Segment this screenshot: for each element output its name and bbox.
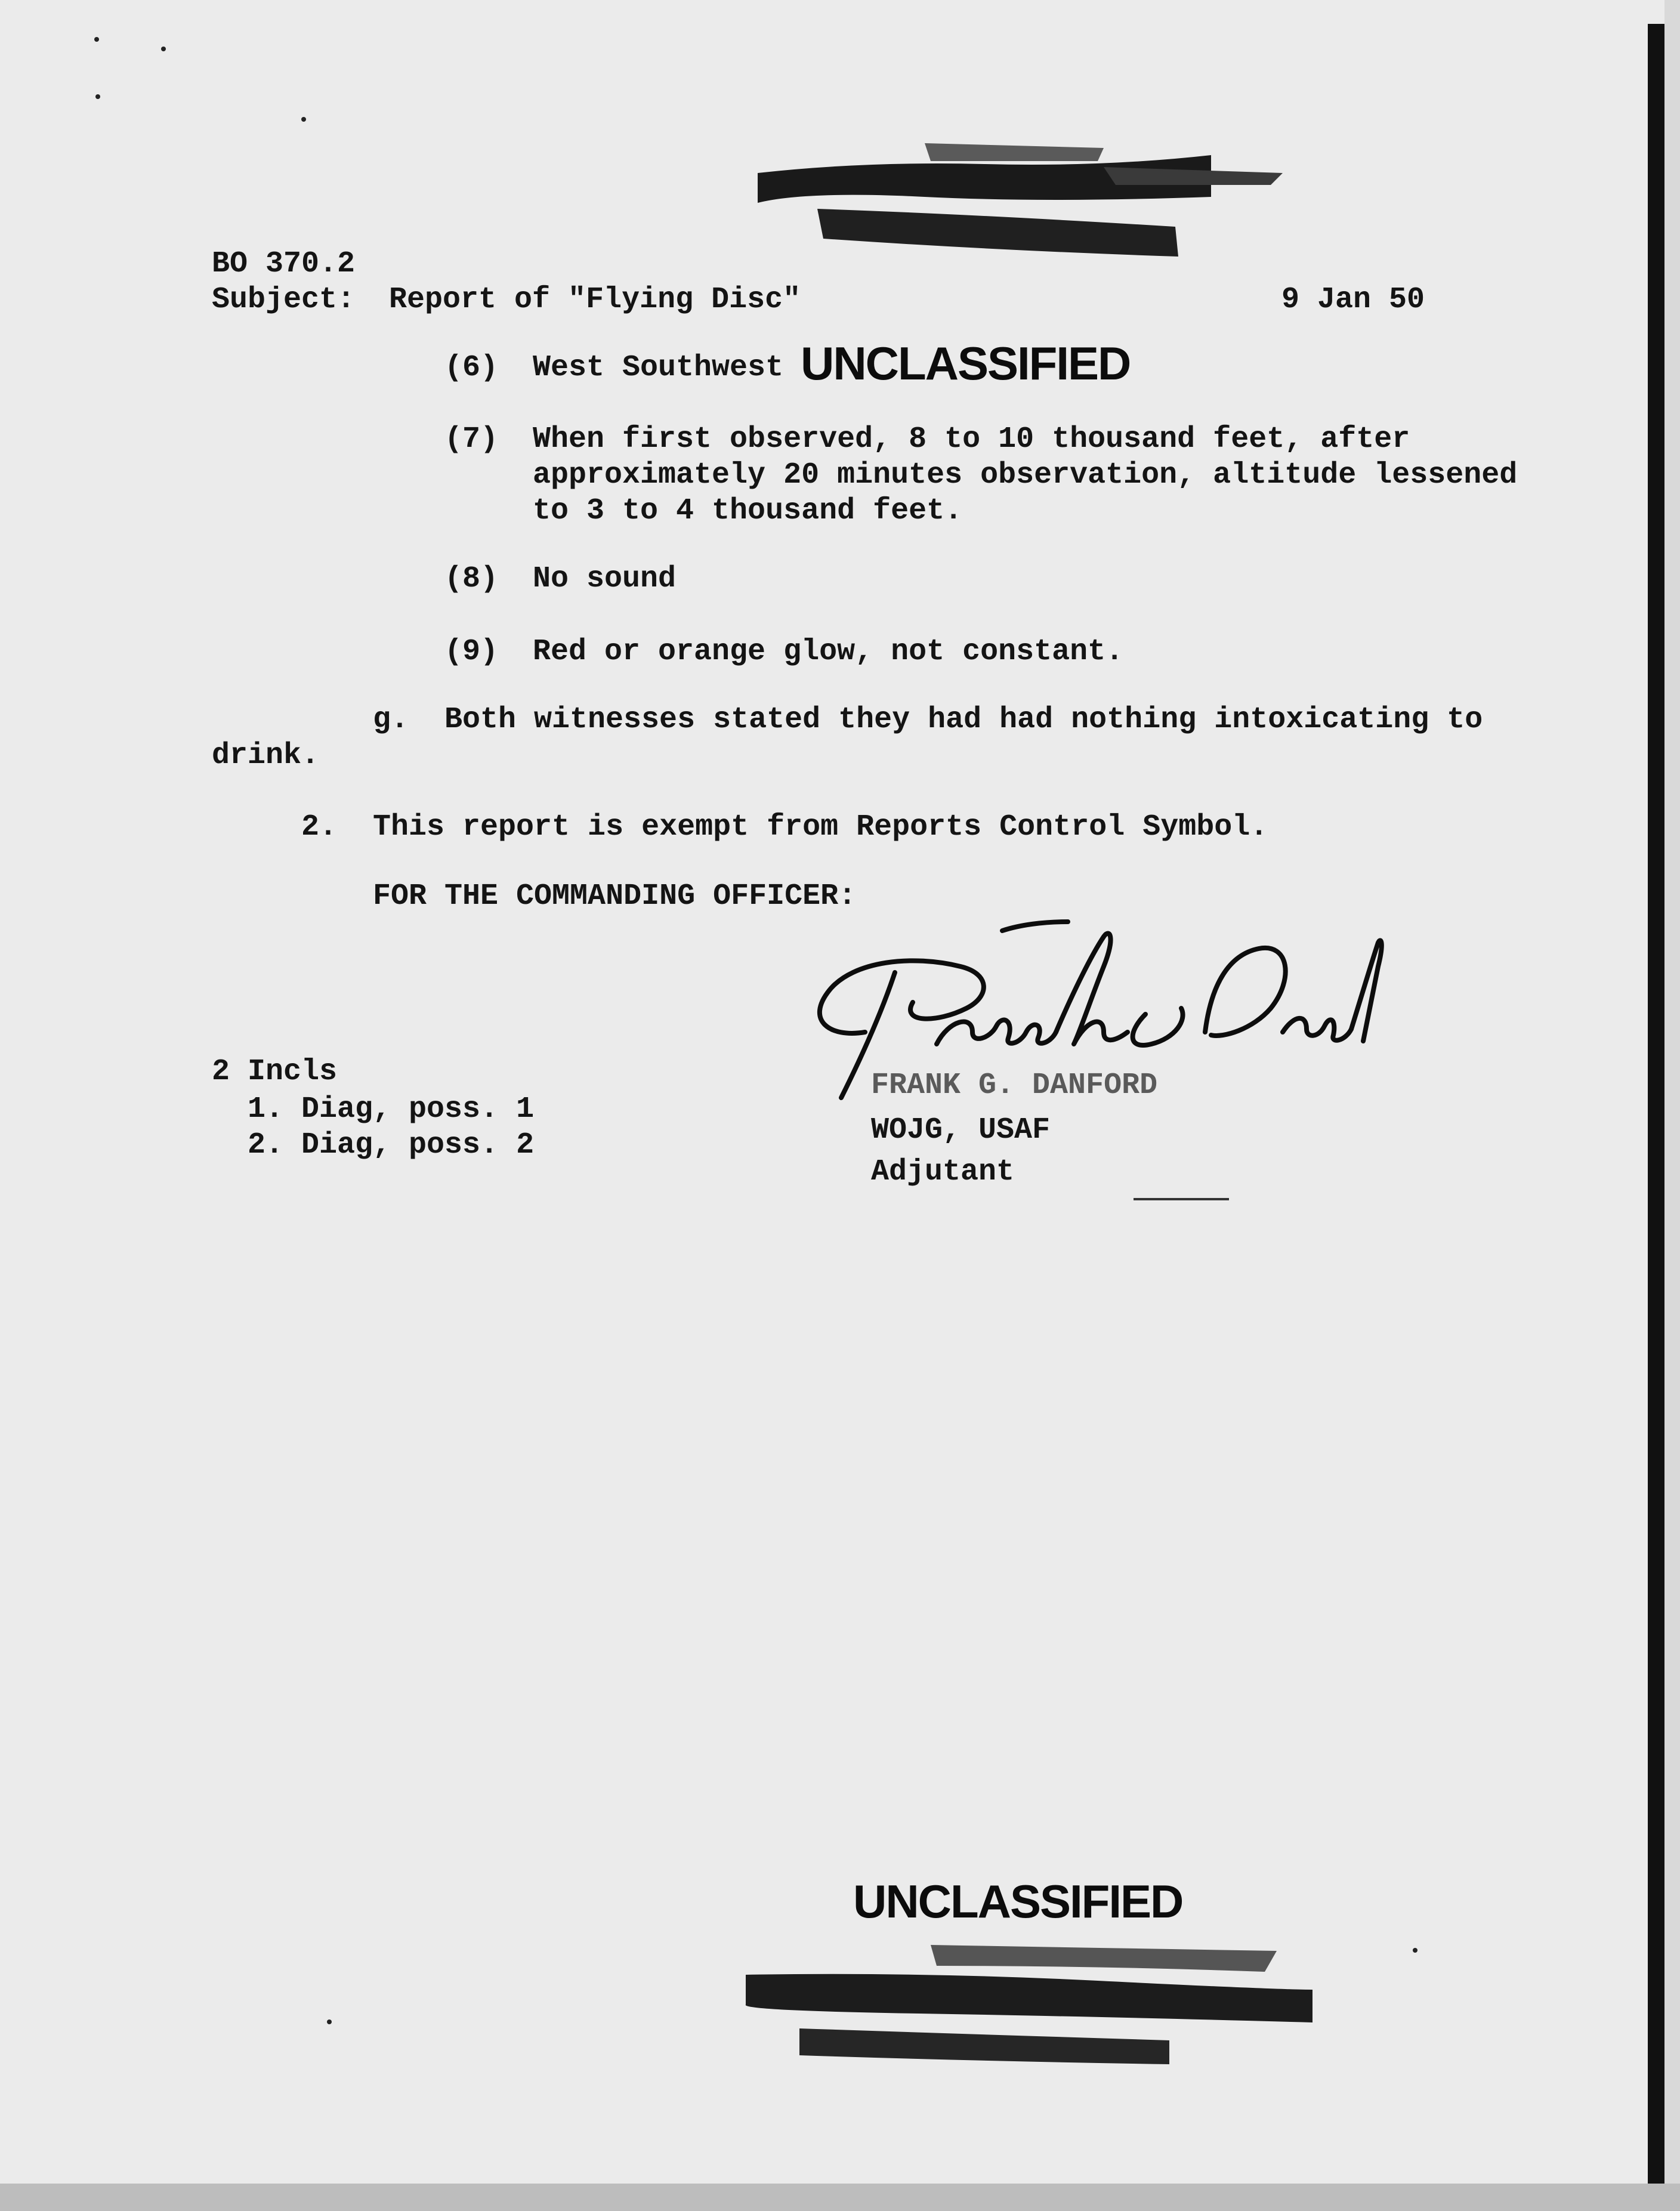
paragraph-text-line: drink. [212, 739, 320, 773]
signer-rank: WOJG, USAF [871, 1113, 1051, 1147]
document-date: 9 Jan 50 [1281, 283, 1425, 317]
paper-speck [301, 117, 306, 122]
item-number: (6) [444, 351, 499, 385]
paper-speck [94, 37, 99, 42]
classification-stamp-bottom: UNCLASSIFIED [853, 1875, 1183, 1928]
item-number: (7) [444, 422, 499, 456]
page-edge-shadow [1648, 24, 1664, 2184]
paragraph-text-line: Both witnesses stated they had had nothing intoxicating to [444, 703, 1483, 737]
file-number: BO 370.2 [212, 247, 356, 281]
item-text-line: West Southwest [533, 351, 784, 385]
item-number: (8) [444, 562, 499, 596]
redaction-mark-bottom [740, 1939, 1324, 2070]
paragraph-letter: g. [373, 703, 409, 737]
item-text-line: approximately 20 minutes observation, altitude lessened [533, 458, 1518, 492]
signer-name: FRANK G. DANFORD [871, 1069, 1158, 1103]
signer-title: Adjutant [871, 1155, 1015, 1189]
enclosure-item: 1. Diag, poss. 1 [248, 1092, 535, 1126]
handwritten-signature [793, 919, 1384, 1110]
paragraph-number: 2. [301, 810, 338, 844]
closing-line: FOR THE COMMANDING OFFICER: [373, 879, 857, 913]
item-text-line: No sound [533, 562, 677, 596]
enclosure-item: 2. Diag, poss. 2 [248, 1128, 535, 1162]
paper-speck [161, 47, 166, 51]
paragraph-text: This report is exempt from Reports Control Symbol. [373, 810, 1268, 844]
paper-speck [1413, 1948, 1418, 1953]
paper-speck [327, 2019, 332, 2024]
redaction-mark-top [746, 137, 1295, 263]
paper-speck [95, 94, 100, 99]
scan-bottom-margin [0, 2184, 1680, 2211]
item-text-line: Red or orange glow, not constant. [533, 635, 1124, 669]
classification-stamp-top: UNCLASSIFIED [801, 337, 1131, 390]
enclosures-title: 2 Incls [212, 1055, 338, 1089]
subject-label: Subject: [212, 283, 356, 317]
item-number: (9) [444, 635, 499, 669]
signature-underline [1134, 1198, 1229, 1200]
item-text-line: When first observed, 8 to 10 thousand feet, after [533, 422, 1410, 456]
subject-text: Report of "Flying Disc" [389, 283, 801, 317]
item-text-line: to 3 to 4 thousand feet. [533, 494, 963, 528]
